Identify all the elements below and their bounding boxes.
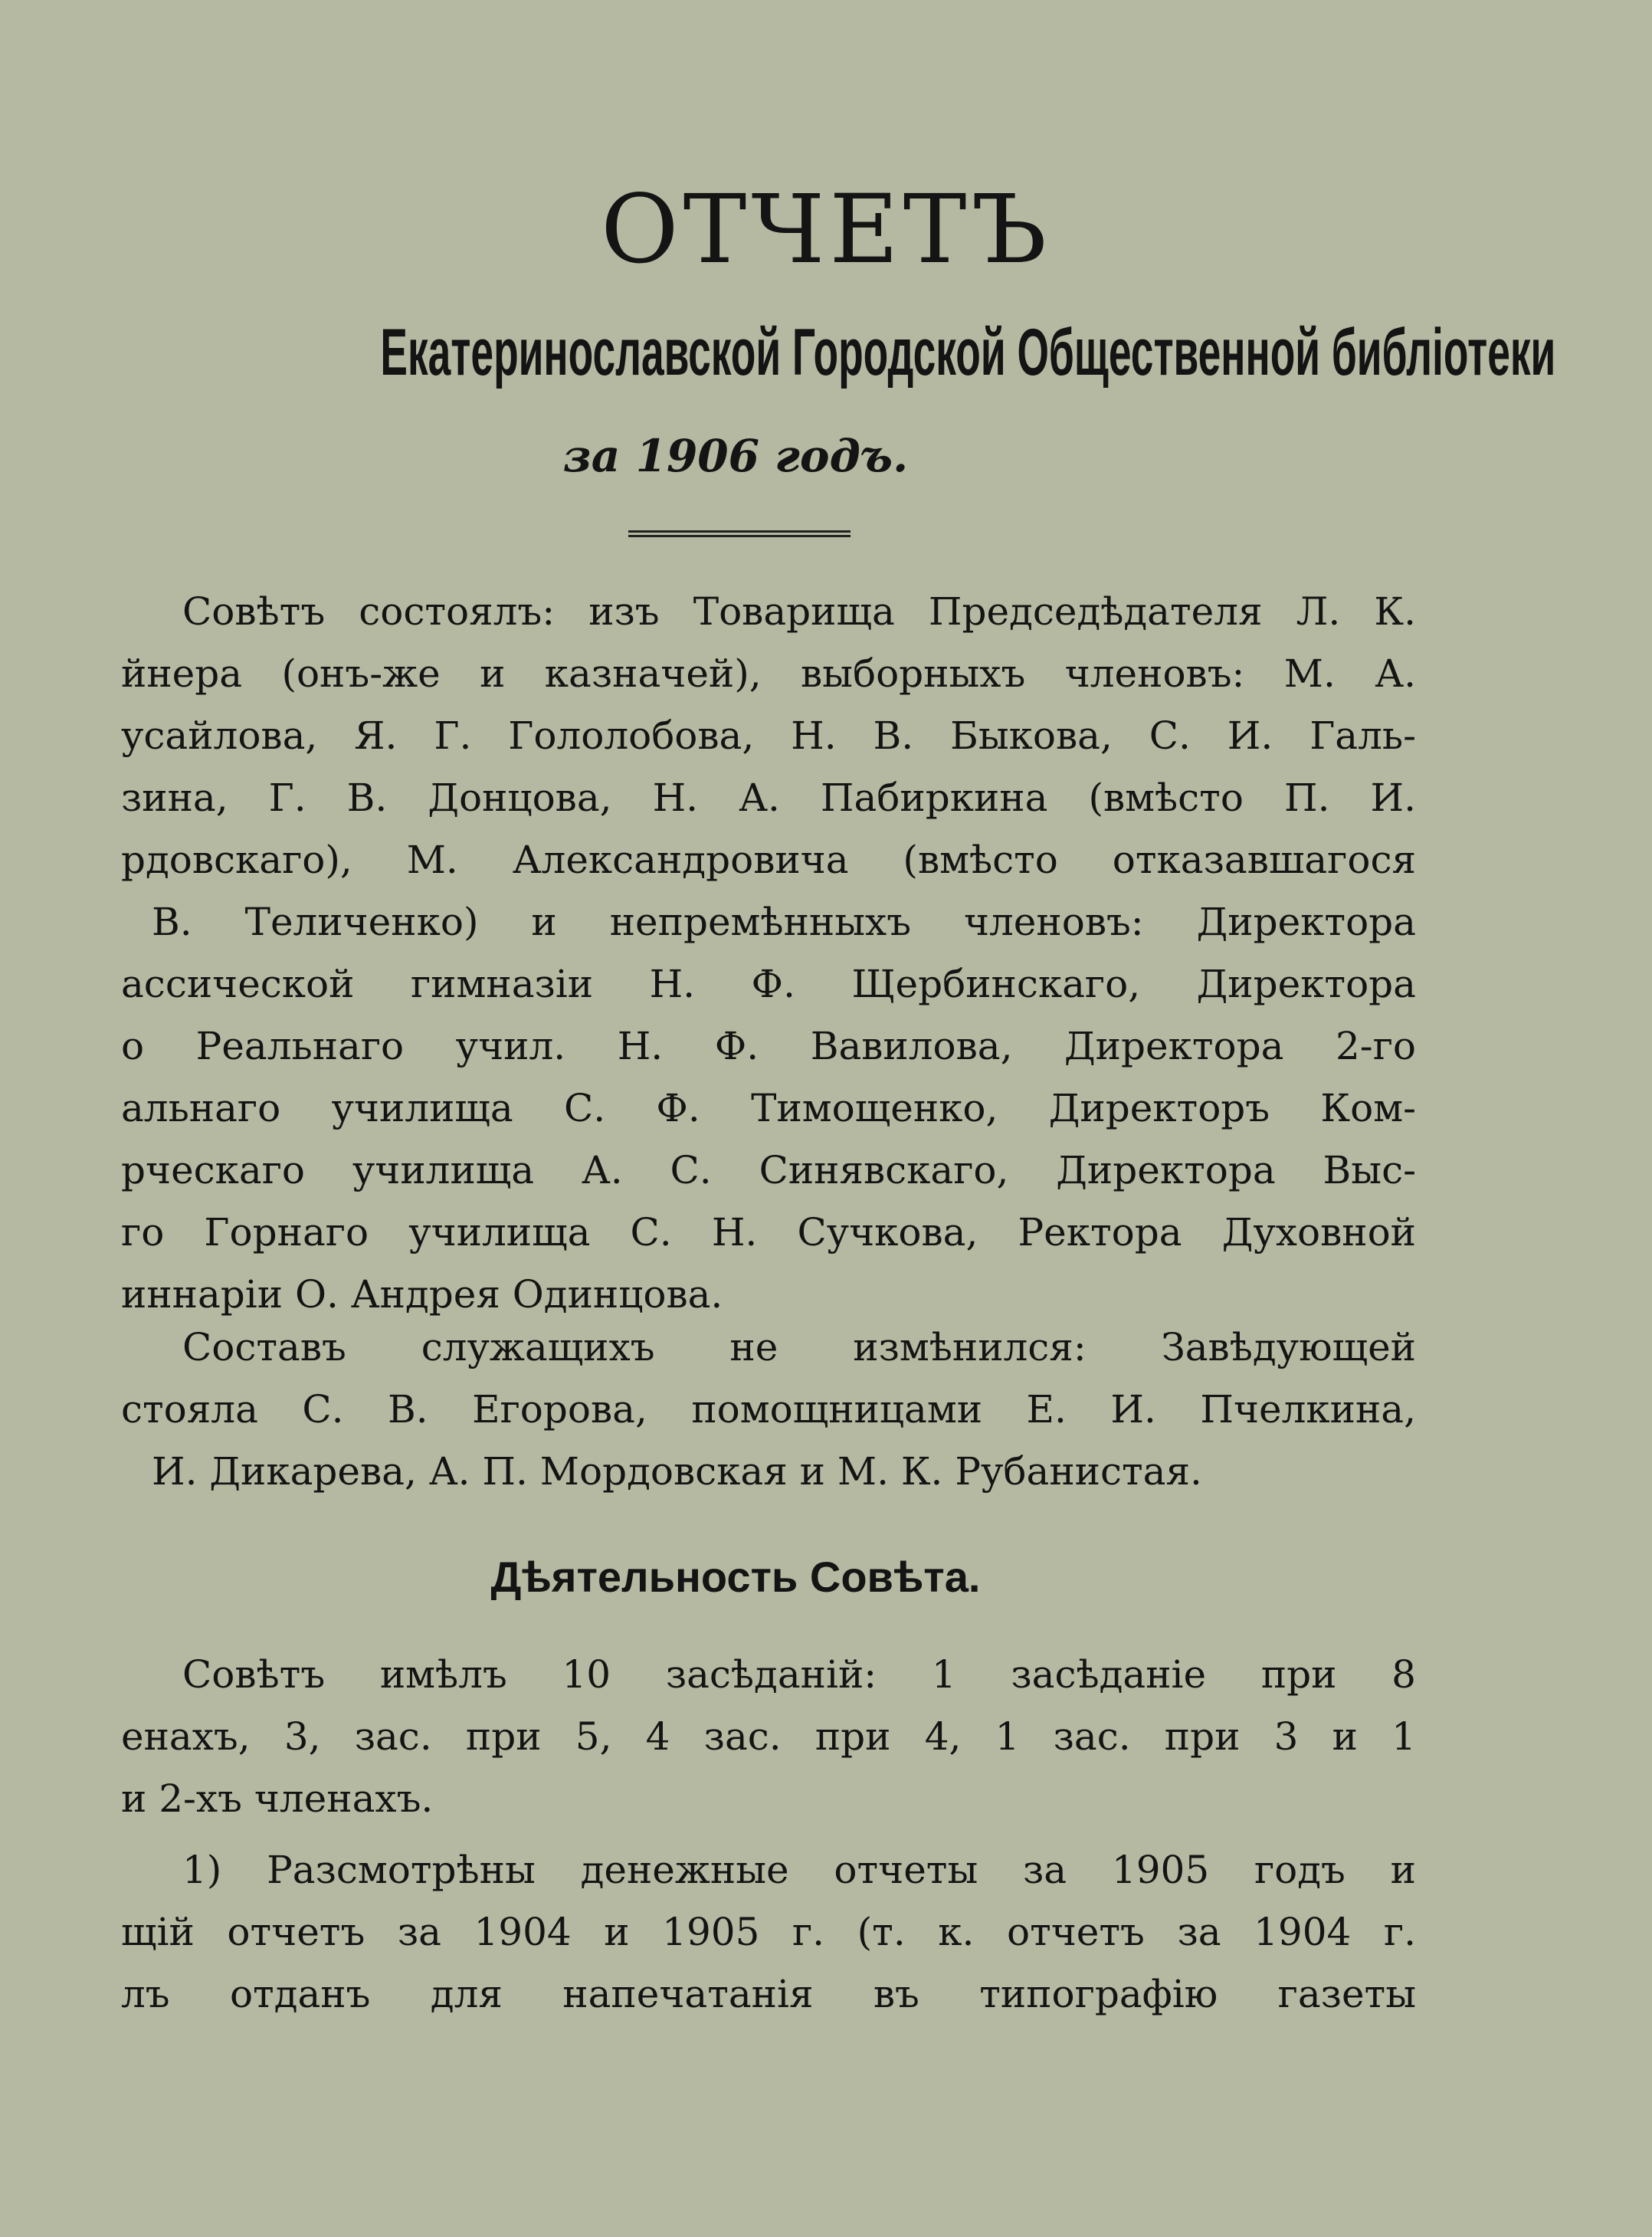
council-paragraph — [121, 581, 1416, 1326]
text-line: альнаго училища С. Ф. Тимощенко, Директоръ Ком- — [121, 1086, 1416, 1130]
section-heading: Дѣятельность Совѣта. — [490, 1553, 981, 1601]
text-line: о Реальнаго учил. Н. Ф. Вавилова, Директора 2-го — [121, 1024, 1416, 1068]
text-line: 1) Разсмотрѣны денежные отчеты за 1905 годъ и — [182, 1848, 1416, 1892]
staff-paragraph — [121, 1317, 1416, 1503]
meetings-paragraph — [121, 1644, 1416, 1830]
text-line: Составъ служащихъ не измѣнился: Завѣдующей — [182, 1325, 1416, 1369]
text-line: лъ отданъ для напечатанія въ типографію газеты — [121, 1972, 1416, 2016]
text-line: ассической гимназіи Н. Ф. Щербинскаго, Директора — [121, 962, 1416, 1006]
text-line: зина, Г. В. Донцова, Н. А. Пабиркина (вмѣсто П. И. — [121, 776, 1416, 820]
report-subtitle: Екатеринославской Городской Общественной библіотеки — [380, 316, 1556, 389]
ornamental-divider — [628, 529, 851, 538]
text-line: усайлова, Я. Г. Гололобова, Н. В. Быкова, С. И. Галь- — [121, 713, 1416, 758]
text-line: и 2-хъ членахъ. — [121, 1776, 434, 1821]
text-line: щій отчетъ за 1904 и 1905 г. (т. к. отчетъ за 1904 г. — [121, 1910, 1416, 1954]
report-title: ОТЧЕТЪ — [601, 175, 1051, 285]
text-line: го Горнаго училища С. Н. Сучкова, Ректора Духовной — [121, 1210, 1416, 1255]
text-line: енахъ, 3, зас. при 5, 4 зас. при 4, 1 зас. при 3 и 1 — [121, 1714, 1416, 1759]
report-year: за 1906 годъ. — [562, 430, 909, 482]
text-line: И. Дикарева, А. П. Мордовская и М. К. Рубанистая. — [152, 1449, 1202, 1494]
text-line: стояла С. В. Егорова, помощницами Е. И. Пчелкина, — [121, 1387, 1416, 1432]
text-line: рческаго училища А. С. Синявскаго, Директора Выс- — [121, 1148, 1416, 1192]
text-line: рдовскаго), М. Александровича (вмѣсто отказавшагося — [121, 838, 1416, 882]
text-line: йнера (онъ-же и казначей), выборныхъ членовъ: М. А. — [121, 651, 1416, 696]
item-1-paragraph — [121, 1839, 1416, 2025]
text-line: Совѣтъ состоялъ: изъ Товарища Председѣдателя Л. К. — [182, 589, 1416, 634]
text-line: иннаріи О. Андрея Одинцова. — [121, 1272, 723, 1317]
text-line: В. Теличенко) и непремѣнныхъ членовъ: Директора — [152, 900, 1416, 944]
text-line: Совѣтъ имѣлъ 10 засѣданій: 1 засѣданіе при 8 — [182, 1652, 1416, 1697]
